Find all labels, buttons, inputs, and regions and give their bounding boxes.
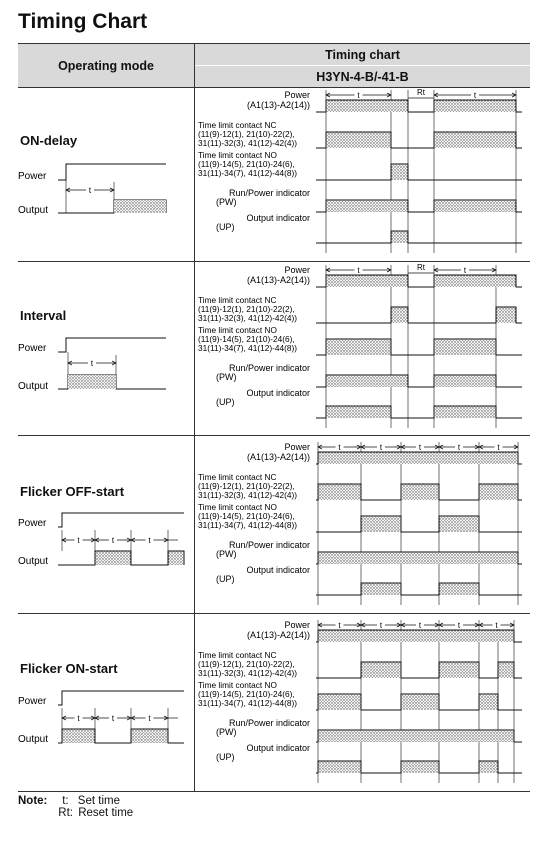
rt-label: Rt (417, 88, 425, 97)
note-t-text: Set time (77, 795, 120, 807)
rt-label: Rt (417, 263, 425, 272)
power-terminal-label: (A1(13)-A2(14)) (246, 275, 310, 285)
mini-diagram-on-delay (18, 160, 178, 220)
left-power-label: Power (18, 343, 47, 354)
power-signal-high (318, 630, 514, 642)
pw-label-2: (PW) (216, 549, 237, 559)
no-label-3: 31(11)-34(7), 41(12)-44(8)) (198, 520, 297, 530)
nc-label-3: 31(11)-32(3), 41(12)-42(4)) (198, 668, 297, 678)
t-dim-1-label: t (473, 91, 477, 100)
mini-diagram-flicker-off-start (18, 510, 188, 572)
row-divider (18, 435, 530, 436)
nc-signal-line (316, 662, 522, 678)
left-output-high (168, 551, 184, 565)
left-output-label: Output (18, 381, 49, 392)
left-t-dim-2-label: t (148, 536, 151, 545)
no-signal-high (326, 339, 391, 355)
pw-signal-high (434, 200, 516, 212)
no-signal-high (479, 694, 498, 710)
left-power-signal (58, 338, 166, 352)
timing-chart-flicker-off-start (196, 440, 530, 610)
t-dim-0-label: t (357, 266, 360, 275)
no-label-3: 31(11)-34(7), 41(12)-44(8)) (198, 168, 297, 178)
pw-label-2: (PW) (216, 372, 237, 382)
mode-name-on-delay: ON-delay (20, 133, 78, 148)
mini-diagram-flicker-on-start (18, 688, 188, 750)
left-power-label: Power (18, 171, 47, 182)
pw-label: Run/Power indicator (228, 363, 310, 373)
up-signal-high (479, 761, 498, 773)
pw-label: Run/Power indicator (228, 540, 310, 550)
nc-signal-high (479, 484, 518, 500)
left-power-label: Power (18, 518, 47, 529)
up-signal-high (326, 406, 391, 418)
nc-signal-high (391, 307, 408, 323)
nc-label-2: (11(9)-12(1), 21(10)-22(2), (198, 481, 295, 491)
no-signal-high (318, 694, 361, 710)
no-signal-high (401, 694, 439, 710)
note-rt-key: Rt: (58, 807, 73, 819)
power-label: Power (284, 265, 310, 275)
t-dim-1-label: t (463, 266, 467, 275)
note-heading: Note: (18, 795, 48, 807)
up-label: Output indicator (246, 213, 310, 223)
left-output-high (95, 551, 131, 565)
up-label: Output indicator (246, 565, 310, 575)
up-label: Output indicator (246, 388, 310, 398)
nc-signal-high (496, 307, 516, 323)
nc-signal-high (498, 662, 514, 678)
mode-name-flicker-on-start: Flicker ON-start (20, 661, 118, 676)
up-signal-line (316, 583, 522, 595)
pw-label: Run/Power indicator (228, 718, 310, 728)
timing-chart-on-delay (196, 88, 530, 258)
mode-name-interval: Interval (20, 308, 67, 323)
no-label-3: 31(11)-34(7), 41(12)-44(8)) (198, 343, 297, 353)
timing-chart-header: Timing chart (195, 44, 530, 65)
nc-label-2: (11(9)-12(1), 21(10)-22(2), (198, 304, 295, 314)
power-label: Power (284, 90, 310, 100)
left-power-signal (58, 513, 184, 527)
nc-label-3: 31(11)-32(3), 41(12)-42(4)) (198, 138, 297, 148)
pw-label-2: (PW) (216, 197, 237, 207)
no-label-2: (11(9)-14(5), 21(10)-24(6), (198, 334, 295, 344)
row-divider (18, 261, 530, 262)
note-rt-text: Reset time (78, 807, 134, 819)
up-signal-high (361, 583, 401, 595)
left-power-signal (58, 691, 184, 705)
page-title: Timing Chart (18, 10, 148, 33)
left-power-signal (58, 164, 166, 180)
t-dim-2-label: t (418, 621, 422, 630)
no-label: Time limit contact NO (198, 680, 277, 690)
nc-signal-high (439, 662, 479, 678)
t-dim-2-label: t (418, 443, 422, 452)
nc-label-2: (11(9)-12(1), 21(10)-22(2), (198, 659, 295, 669)
mini-diagram-interval (18, 335, 178, 395)
t-dim-0-label: t (357, 91, 360, 100)
left-t-dim-1-label: t (111, 536, 115, 545)
power-signal-high (326, 100, 408, 112)
up-label-2: (UP) (216, 752, 235, 762)
t-dim-3-label: t (457, 621, 461, 630)
nc-label: Time limit contact NC (198, 472, 277, 482)
up-label-2: (UP) (216, 222, 235, 232)
up-signal-high (391, 231, 408, 243)
pw-label: Run/Power indicator (228, 188, 310, 198)
t-dim-0-label: t (338, 443, 341, 452)
column-divider (194, 44, 195, 791)
no-signal-high (434, 339, 496, 355)
power-signal-high (434, 275, 516, 287)
left-t-dim-1-label: t (111, 714, 115, 723)
left-output-label: Output (18, 556, 49, 567)
t-dim-1-label: t (379, 621, 383, 630)
nc-label: Time limit contact NC (198, 295, 277, 305)
nc-label: Time limit contact NC (198, 120, 277, 130)
power-signal-high (318, 452, 518, 464)
left-power-label: Power (18, 696, 47, 707)
nc-label: Time limit contact NC (198, 650, 277, 660)
power-label: Power (284, 442, 310, 452)
up-signal-high (401, 761, 439, 773)
up-signal-high (318, 761, 361, 773)
no-label: Time limit contact NO (198, 502, 277, 512)
note-t-key: t: (62, 795, 69, 807)
no-signal-high (391, 164, 408, 180)
no-label-2: (11(9)-14(5), 21(10)-24(6), (198, 511, 295, 521)
no-label-2: (11(9)-14(5), 21(10)-24(6), (198, 159, 295, 169)
nc-signal-high (434, 132, 516, 148)
nc-signal-high (401, 484, 439, 500)
t-dim-0-label: t (338, 621, 341, 630)
up-signal-line (316, 231, 522, 243)
left-output-high (114, 200, 166, 213)
up-label-2: (UP) (216, 574, 235, 584)
left-t-dim-2-label: t (148, 714, 151, 723)
no-signal-high (361, 516, 401, 532)
up-label-2: (UP) (216, 397, 235, 407)
left-t-dim-label: t (90, 359, 94, 368)
left-output-label: Output (18, 734, 49, 745)
row-divider (18, 613, 530, 614)
no-signal-line (316, 516, 522, 532)
up-signal-high (439, 583, 479, 595)
nc-signal-high (318, 484, 361, 500)
power-terminal-label: (A1(13)-A2(14)) (246, 452, 310, 462)
nc-label-2: (11(9)-12(1), 21(10)-22(2), (198, 129, 295, 139)
nc-signal-high (361, 662, 401, 678)
left-t-dim-label: t (88, 186, 92, 195)
mode-name-flicker-off-start: Flicker OFF-start (20, 484, 125, 499)
no-signal-high (439, 516, 479, 532)
left-output-high (68, 375, 116, 389)
t-dim-4-label: t (495, 621, 498, 630)
power-signal-high (434, 100, 516, 112)
model-header: H3YN-4-B/-41-B (195, 66, 530, 87)
pw-signal-high (326, 200, 408, 212)
nc-label-3: 31(11)-32(3), 41(12)-42(4)) (198, 313, 297, 323)
left-output-label: Output (18, 205, 49, 216)
no-signal-line (316, 164, 522, 180)
nc-signal-high (326, 132, 391, 148)
timing-chart-interval (196, 263, 530, 433)
power-signal-high (326, 275, 408, 287)
operating-mode-header: Operating mode (18, 44, 194, 87)
pw-label-2: (PW) (216, 727, 237, 737)
left-t-dim-0-label: t (77, 536, 80, 545)
nc-label-3: 31(11)-32(3), 41(12)-42(4)) (198, 490, 297, 500)
left-output-high (131, 729, 168, 743)
power-label: Power (284, 620, 310, 630)
left-t-dim-0-label: t (77, 714, 80, 723)
t-dim-1-label: t (379, 443, 383, 452)
left-output-high (62, 729, 95, 743)
no-label: Time limit contact NO (198, 150, 277, 160)
nc-signal-line (316, 307, 522, 323)
pw-signal-high (326, 375, 408, 387)
pw-signal-high (318, 552, 518, 564)
no-label-2: (11(9)-14(5), 21(10)-24(6), (198, 689, 295, 699)
up-label: Output indicator (246, 743, 310, 753)
pw-signal-high (318, 730, 514, 742)
no-label-3: 31(11)-34(7), 41(12)-44(8)) (198, 698, 297, 708)
note (18, 795, 133, 819)
t-dim-3-label: t (457, 443, 461, 452)
no-label: Time limit contact NO (198, 325, 277, 335)
power-terminal-label: (A1(13)-A2(14)) (246, 630, 310, 640)
power-terminal-label: (A1(13)-A2(14)) (246, 100, 310, 110)
up-signal-high (434, 406, 496, 418)
timing-chart-flicker-on-start (196, 618, 530, 788)
t-dim-4-label: t (497, 443, 500, 452)
pw-signal-high (434, 375, 496, 387)
